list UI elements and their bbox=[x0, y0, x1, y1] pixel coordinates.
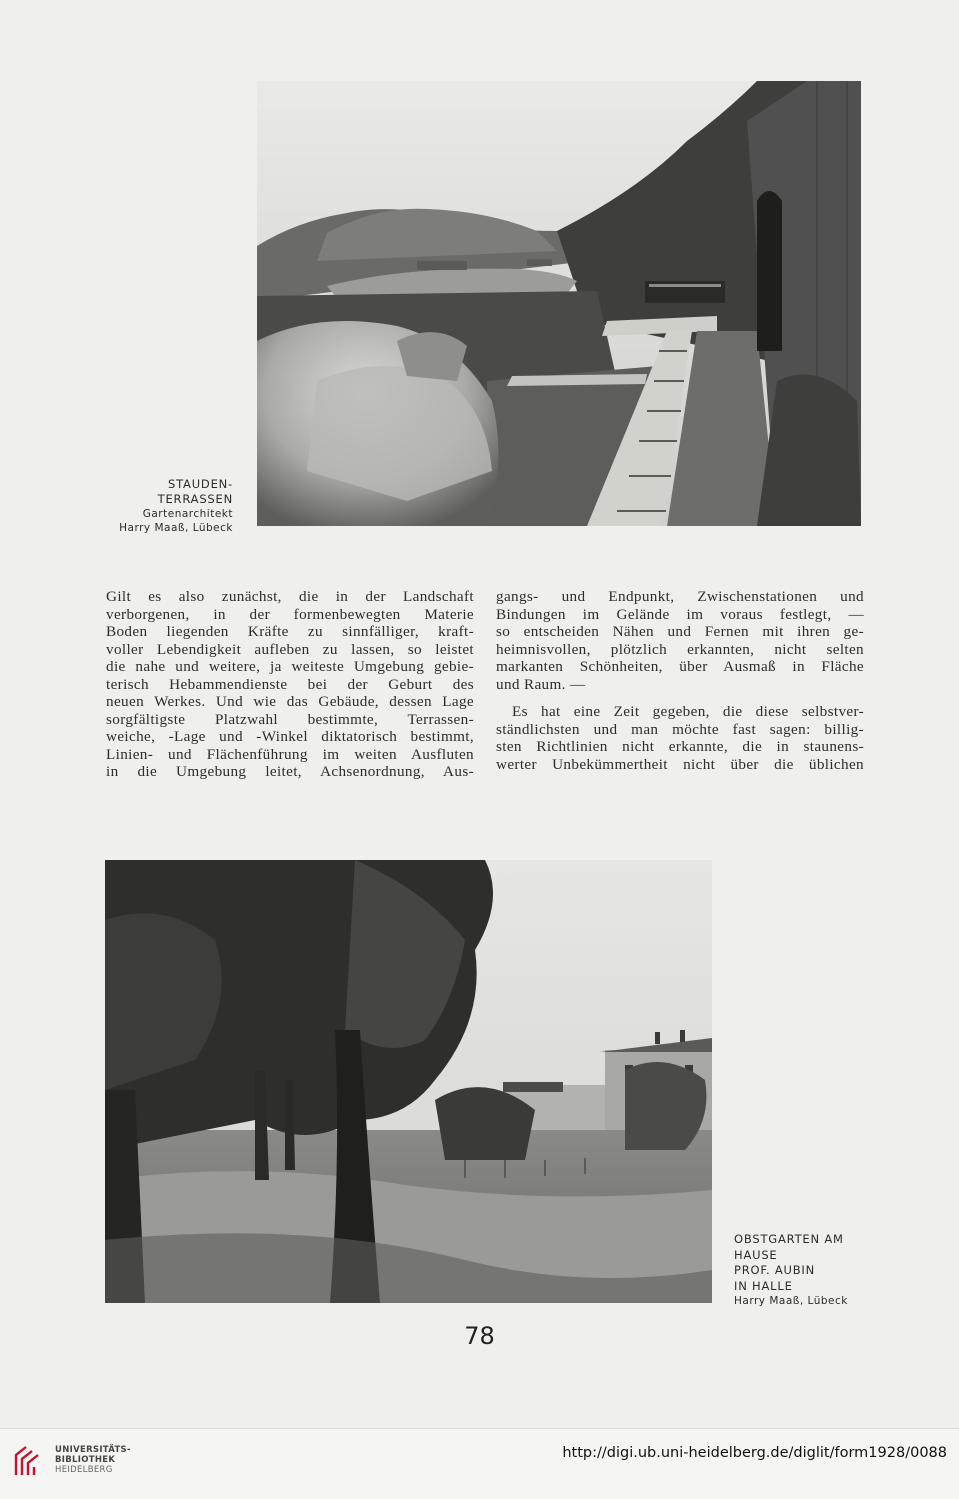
paragraph bbox=[496, 703, 864, 773]
caption-top-credit-1: Gartenarchitekt bbox=[142, 508, 233, 520]
caption-bottom-photo bbox=[734, 1232, 874, 1308]
text-line: sten Richtlinien nicht erkannte, die in staunens- bbox=[496, 738, 864, 755]
paragraph bbox=[106, 588, 474, 781]
library-logo-icon[interactable] bbox=[10, 1441, 44, 1481]
caption-bottom-title-2: HAUSE bbox=[734, 1247, 778, 1262]
caption-bottom-credit: Harry Maaß, Lübeck bbox=[734, 1295, 848, 1307]
caption-bottom-title-4: IN HALLE bbox=[734, 1278, 793, 1293]
footer-bar bbox=[0, 1428, 959, 1499]
photo-stauden-terrassen bbox=[257, 81, 861, 526]
text-line: in die Umgebung leitet, Achsenordnung, Aus- bbox=[106, 763, 474, 780]
text-line: sorgfältigste Platzwahl bestimmte, Terrassen- bbox=[106, 710, 474, 728]
photo-obstgarten bbox=[105, 860, 712, 1303]
page-number: 78 bbox=[464, 1322, 495, 1350]
text-line: Gilt es also zunächst, die in der Landschaft bbox=[106, 588, 474, 605]
text-line: weiche, -Lage und -Winkel diktatorisch bestimmt, bbox=[106, 728, 474, 745]
caption-top-credit-2: Harry Maaß, Lübeck bbox=[119, 522, 233, 534]
text-line: und Raum. — bbox=[496, 675, 586, 693]
text-column-right bbox=[496, 588, 864, 773]
text-line: heimnisvollen, plötzlich erkannten, nicht selten bbox=[496, 640, 864, 658]
caption-top-title-2: TERRASSEN bbox=[157, 492, 233, 506]
text-line: voller Lebendigkeit aufleben zu lassen, so leistet bbox=[106, 640, 474, 658]
caption-top-title-1: STAUDEN- bbox=[168, 477, 233, 491]
paragraph bbox=[496, 588, 864, 693]
text-column-left bbox=[106, 588, 474, 781]
library-name bbox=[55, 1445, 131, 1475]
text-line: Bindungen im Gelände im voraus festlegt, — bbox=[496, 605, 864, 623]
text-line: Boden liegenden Kräfte zu sinnfälliger, kraft- bbox=[106, 623, 474, 640]
caption-bottom-title-3: PROF. AUBIN bbox=[734, 1263, 816, 1277]
text-line: terisch Hebammendienste bei der Geburt des bbox=[106, 675, 474, 693]
text-line: markanten Schönheiten, über Ausmaß in Fläche bbox=[496, 658, 864, 675]
text-line: die nahe und weitere, ja weiteste Umgebung gebie- bbox=[106, 658, 474, 675]
text-line: werter Unbekümmertheit nicht über die üblichen bbox=[496, 755, 864, 773]
text-line: so entscheiden Nähen und Fernen mit ihren ge- bbox=[496, 623, 864, 640]
text-line: Linien- und Flächenführung im weiten Ausfluten bbox=[106, 745, 474, 763]
caption-top-photo bbox=[83, 477, 233, 535]
permalink-url[interactable]: http://digi.ub.uni-heidelberg.de/diglit/form1928/0088 bbox=[562, 1445, 947, 1461]
library-name-line-3: HEIDELBERG bbox=[55, 1465, 113, 1475]
library-name-line-2: BIBLIOTHEK bbox=[55, 1455, 116, 1465]
text-line: verborgenen, in der formenbewegten Materie bbox=[106, 605, 474, 623]
text-line: gangs- und Endpunkt, Zwischenstationen und bbox=[496, 588, 864, 605]
text-line: neuen Werkes. Und wie das Gebäude, dessen Lage bbox=[106, 693, 474, 710]
library-name-line-1: UNIVERSITÄTS- bbox=[55, 1445, 131, 1455]
text-line: ständlichsten und man möchte fast sagen: billig- bbox=[496, 720, 864, 738]
text-line: Es hat eine Zeit gegeben, die diese selbstver- bbox=[512, 703, 864, 720]
caption-bottom-title-1: OBSTGARTEN AM bbox=[734, 1232, 844, 1246]
